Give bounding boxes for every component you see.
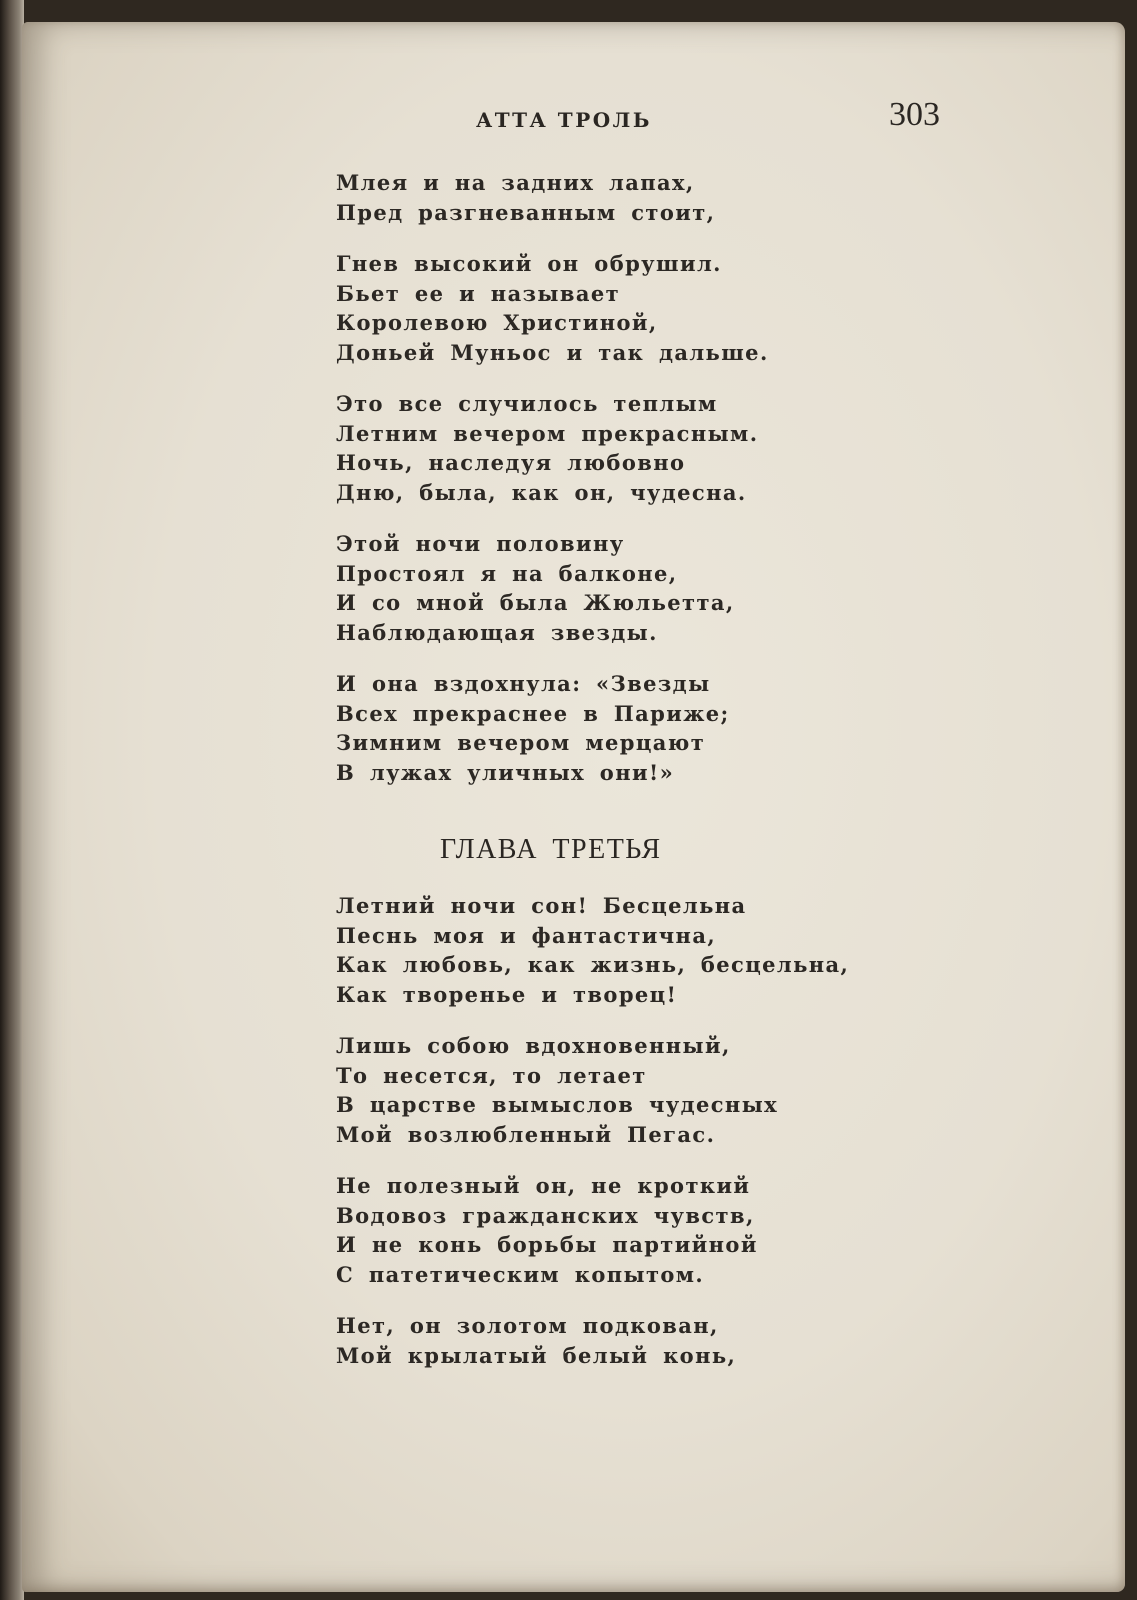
- verse-line: Летним вечером прекрасным.: [336, 420, 759, 446]
- verse-line: Королевою Христиной,: [336, 310, 658, 335]
- verse-line: Как любовь, как жизнь, бесцельна,: [336, 952, 850, 977]
- book-spine-edge: [0, 0, 24, 1600]
- poem-text: [336, 168, 856, 1370]
- verse-line: Гнев высокий он обрушил.: [336, 251, 722, 276]
- verse-line: Бьет ее и называет: [336, 280, 621, 306]
- verse-line: Нет, он золотом подкован,: [336, 1313, 719, 1338]
- verse-line: Всех прекраснее в Париже;: [336, 700, 730, 726]
- verse-line: Летний ночи сон! Бесцельна: [336, 893, 747, 918]
- verse-line: И она вздохнула: «Звезды: [336, 671, 711, 696]
- verse-line: Это все случилось теплым: [336, 391, 718, 416]
- verse-line: Пред разгневанным стоит,: [336, 199, 716, 225]
- verse-line: И со мной была Жюльетта,: [336, 590, 735, 615]
- verse-line: Мой крылатый белый конь,: [336, 1342, 737, 1368]
- stanza: [336, 529, 856, 647]
- stanza: [336, 389, 856, 507]
- verse-line: Как творенье и творец!: [336, 981, 678, 1007]
- verse-line: И не конь борьбы партийной: [336, 1232, 758, 1257]
- verse-line: Лишь собою вдохновенный,: [336, 1033, 731, 1058]
- stanza: [336, 1031, 856, 1149]
- stanza: [336, 891, 856, 1009]
- running-title: АТТА ТРОЛЬ: [476, 108, 652, 132]
- verse-line: Доньей Муньос и так дальше.: [336, 339, 769, 365]
- stanza: [336, 249, 856, 367]
- verse-line: Простоял я на балконе,: [336, 560, 678, 586]
- stanza: [336, 1311, 856, 1370]
- stanza: [336, 168, 856, 227]
- verse-line: Дню, была, как он, чудесна.: [336, 479, 747, 505]
- stanza: [336, 669, 856, 787]
- verse-line: Наблюдающая звезды.: [336, 619, 658, 645]
- verse-line: Млея и на задних лапах,: [336, 170, 695, 195]
- verse-line: Водовоз гражданских чувств,: [336, 1202, 755, 1228]
- verse-line: Песнь моя и фантастична,: [336, 922, 717, 948]
- chapter-heading: ГЛАВА ТРЕТЬЯ: [440, 834, 662, 865]
- verse-line: Зимним вечером мерцают: [336, 730, 706, 755]
- verse-line: В царстве вымыслов чудесных: [336, 1092, 779, 1117]
- verse-line: Мой возлюбленный Пегас.: [336, 1121, 716, 1147]
- verse-line: То несется, то летает: [336, 1062, 647, 1088]
- verse-line: В лужах уличных они!»: [336, 759, 675, 785]
- verse-line: Этой ночи половину: [336, 531, 625, 556]
- verse-line: Ночь, наследуя любовно: [336, 450, 686, 475]
- verse-line: С патетическим копытом.: [336, 1261, 705, 1287]
- verse-line: Не полезный он, не кроткий: [336, 1173, 751, 1198]
- page-number: 303: [889, 96, 940, 133]
- stanza: [336, 1171, 856, 1289]
